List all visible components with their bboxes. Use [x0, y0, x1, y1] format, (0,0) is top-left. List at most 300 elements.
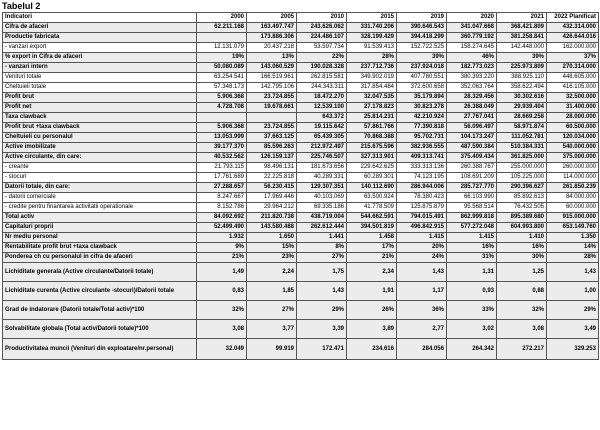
cell-value: 84.000.000 — [547, 193, 599, 203]
cell-value: 1.415 — [447, 233, 497, 243]
cell-value: 234.616 — [347, 339, 397, 360]
cell-value: 211.820.738 — [247, 213, 297, 223]
cell-value: 21% — [197, 253, 247, 263]
cell-value: 39% — [497, 53, 547, 63]
cell-value: 1,49 — [197, 263, 247, 282]
cell-value: 63.500.924 — [347, 193, 397, 203]
cell-value: 29.964.212 — [247, 203, 297, 213]
row-label: Grad de indatorare (Datorii totale/Total activ)*100 — [3, 301, 197, 320]
cell-value: 120.034.000 — [547, 133, 599, 143]
table-row — [3, 63, 599, 73]
cell-value: 4.728.708 — [197, 103, 247, 113]
cell-value: 0,83 — [197, 282, 247, 301]
cell-value: 114.000.000 — [547, 173, 599, 183]
cell-value: 32% — [197, 301, 247, 320]
cell-value: 260.000.000 — [547, 163, 599, 173]
cell-value: 3,08 — [497, 320, 547, 339]
table-row — [3, 193, 599, 203]
cell-value: 63.254.541 — [197, 73, 247, 83]
cell-value: 260.388.767 — [447, 163, 497, 173]
cell-value: 341.047.668 — [447, 23, 497, 33]
cell-value: 284.056 — [397, 339, 447, 360]
cell-value: 78.380.423 — [397, 193, 447, 203]
cell-value: 388.925.110 — [497, 73, 547, 83]
cell-value: 28% — [347, 53, 397, 63]
table-row — [3, 43, 599, 53]
cell-value: 39% — [397, 53, 447, 63]
cell-value: 3,02 — [447, 320, 497, 339]
column-header: 2015 — [347, 13, 397, 23]
table-row — [3, 103, 599, 113]
row-label: Solvabilitate globala (Total activ/Datorii totale)*100 — [3, 320, 197, 339]
table-row — [3, 223, 599, 233]
cell-value: 84.092.692 — [197, 213, 247, 223]
cell-value: 22.225.818 — [247, 173, 297, 183]
cell-value: 74.123.195 — [397, 173, 447, 183]
cell-value: 163.497.747 — [247, 23, 297, 33]
cell-value: 16% — [497, 243, 547, 253]
cell-value: 108.691.209 — [447, 173, 497, 183]
cell-value: 60.289.301 — [347, 173, 397, 183]
cell-value: 29.939.404 — [497, 103, 547, 113]
row-label: Cheltuieli totale — [3, 83, 197, 93]
cell-value — [247, 113, 297, 123]
cell-value: 317.854.484 — [347, 83, 397, 93]
cell-value: 21% — [347, 253, 397, 263]
cell-value: 181.673.656 — [297, 163, 347, 173]
table-body — [3, 23, 599, 360]
cell-value: 28.329.456 — [447, 93, 497, 103]
table-row — [3, 183, 599, 193]
cell-value: 60.000.000 — [547, 203, 599, 213]
cell-value: 32.049 — [197, 339, 247, 360]
row-label: Ponderea ch cu personalul in cifra de afaceri — [3, 253, 197, 263]
cell-value: 70.868.388 — [347, 133, 397, 143]
cell-value: 143.580.488 — [247, 223, 297, 233]
cell-value: 2,24 — [247, 263, 297, 282]
cell-value: 224.486.107 — [297, 33, 347, 43]
table-row — [3, 133, 599, 143]
cell-value: 40.532.562 — [197, 153, 247, 163]
cell-value: 915.000.000 — [547, 213, 599, 223]
cell-value: 57.348.173 — [197, 83, 247, 93]
cell-value: 381.258.841 — [497, 33, 547, 43]
cell-value: 52.499.490 — [197, 223, 247, 233]
cell-value: 5.906.368 — [197, 93, 247, 103]
cell-value: 448.605.000 — [547, 73, 599, 83]
cell-value: 23.724.855 — [247, 123, 297, 133]
cell-value: 237.712.736 — [347, 63, 397, 73]
row-label: - creante — [3, 163, 197, 173]
cell-value: 272.217 — [497, 339, 547, 360]
cell-value: 794.015.491 — [397, 213, 447, 223]
cell-value: 1,91 — [347, 282, 397, 301]
cell-value: 895.389.680 — [497, 213, 547, 223]
table-row — [3, 33, 599, 43]
cell-value: 32% — [497, 301, 547, 320]
cell-value: 349.902.019 — [347, 73, 397, 83]
cell-value: 104.173.247 — [447, 133, 497, 143]
column-header: Indicatori — [3, 13, 197, 23]
cell-value: 17.761.689 — [197, 173, 247, 183]
cell-value: 19% — [197, 53, 247, 63]
row-label: % export in Cifra de afaceri — [3, 53, 197, 63]
cell-value: 173.886.306 — [247, 33, 297, 43]
row-label: - datorii comerciale — [3, 193, 197, 203]
cell-value: 244.343.311 — [297, 83, 347, 93]
header-row — [3, 13, 599, 23]
table-row — [3, 282, 599, 301]
cell-value: 361.825.000 — [497, 153, 547, 163]
cell-value: 111.052.781 — [497, 133, 547, 143]
table-row — [3, 143, 599, 153]
cell-value: 53.597.734 — [297, 43, 347, 53]
table-row — [3, 83, 599, 93]
cell-value: 243.626.062 — [297, 23, 347, 33]
cell-value: 76.432.505 — [497, 203, 547, 213]
cell-value: 17% — [347, 243, 397, 253]
table-row — [3, 123, 599, 133]
cell-value: 8% — [297, 243, 347, 253]
cell-value: 262.815.581 — [297, 73, 347, 83]
cell-value: 20.437.218 — [247, 43, 297, 53]
row-label: Rentabilitate profit brut +taxa clawback — [3, 243, 197, 253]
cell-value: 3,49 — [547, 320, 599, 339]
row-label: Active imobilizate — [3, 143, 197, 153]
cell-value: 28.669.258 — [497, 113, 547, 123]
cell-value: 496.842.915 — [397, 223, 447, 233]
row-label: - credite pentru finantarea activitatii operationale — [3, 203, 197, 213]
cell-value: 35.179.894 — [397, 93, 447, 103]
cell-value: 237.924.018 — [397, 63, 447, 73]
cell-value: 25.814.231 — [347, 113, 397, 123]
cell-value: 540.000.000 — [547, 143, 599, 153]
cell-value: 212.972.497 — [297, 143, 347, 153]
column-header: 2000 — [197, 13, 247, 23]
cell-value: 20% — [397, 243, 447, 253]
cell-value: 172.471 — [297, 339, 347, 360]
cell-value: 41.778.509 — [347, 203, 397, 213]
cell-value: 255.000.000 — [497, 163, 547, 173]
table-row — [3, 93, 599, 103]
cell-value: 862.999.818 — [447, 213, 497, 223]
cell-value: 21.793.115 — [197, 163, 247, 173]
cell-value: 85.596.263 — [247, 143, 297, 153]
cell-value: 85.892.613 — [497, 193, 547, 203]
cell-value: 1,17 — [397, 282, 447, 301]
cell-value: 329.253 — [547, 339, 599, 360]
cell-value: 37.663.125 — [247, 133, 297, 143]
column-header: 2019 — [397, 13, 447, 23]
cell-value: 60.500.000 — [547, 123, 599, 133]
cell-value: 225.973.809 — [497, 63, 547, 73]
cell-value: 40.289.331 — [297, 173, 347, 183]
cell-value: 1.932 — [197, 233, 247, 243]
cell-value: 394.418.299 — [397, 33, 447, 43]
row-label: Venituri totale — [3, 73, 197, 83]
cell-value: 39.177.370 — [197, 143, 247, 153]
cell-value: 56.096.497 — [447, 123, 497, 133]
cell-value: 1,43 — [547, 263, 599, 282]
cell-value: 27.288.657 — [197, 183, 247, 193]
cell-value: 604.993.800 — [497, 223, 547, 233]
row-label: - vanzari export — [3, 43, 197, 53]
table-row — [3, 113, 599, 123]
cell-value: 1.410 — [497, 233, 547, 243]
cell-value: 22% — [297, 53, 347, 63]
cell-value: 26.388.049 — [447, 103, 497, 113]
cell-value: 29% — [547, 301, 599, 320]
cell-value: 66.103.990 — [447, 193, 497, 203]
cell-value: 91.539.413 — [347, 43, 397, 53]
cell-value: 577.272.048 — [447, 223, 497, 233]
cell-value: 13.053.999 — [197, 133, 247, 143]
cell-value: 394.501.819 — [347, 223, 397, 233]
cell-value: 95.568.514 — [447, 203, 497, 213]
cell-value: 190.028.328 — [297, 63, 347, 73]
cell-value: 426.644.016 — [547, 33, 599, 43]
cell-value: 3,89 — [347, 320, 397, 339]
table-row — [3, 320, 599, 339]
cell-value: 643.372 — [297, 113, 347, 123]
cell-value: 166.519.961 — [247, 73, 297, 83]
cell-value: 182.773.023 — [447, 63, 497, 73]
cell-value: 3,08 — [197, 320, 247, 339]
row-label: Profit brut — [3, 93, 197, 103]
row-label: - stocuri — [3, 173, 197, 183]
cell-value: 27.767.041 — [447, 113, 497, 123]
cell-value: 270.314.000 — [547, 63, 599, 73]
table-title: Tabelul 2 — [2, 1, 41, 11]
cell-value: 27.178.823 — [347, 103, 397, 113]
cell-value: 2,77 — [397, 320, 447, 339]
cell-value: 65.439.305 — [297, 133, 347, 143]
cell-value: 286.944.006 — [397, 183, 447, 193]
cell-value: 24% — [397, 253, 447, 263]
row-label: Profit net — [3, 103, 197, 113]
cell-value: 37% — [547, 53, 599, 63]
table-row — [3, 173, 599, 183]
cell-value: 98.496.131 — [247, 163, 297, 173]
cell-value: 1.458 — [347, 233, 397, 243]
row-label: Productivitatea muncii (Venituri din exploatare/nr.personal) — [3, 339, 197, 360]
cell-value: 99.919 — [247, 339, 297, 360]
cell-value: 328.199.429 — [347, 33, 397, 43]
cell-value: 19.678.661 — [247, 103, 297, 113]
cell-value: 3,39 — [297, 320, 347, 339]
cell-value: 13% — [247, 53, 297, 63]
cell-value: 2,34 — [347, 263, 397, 282]
row-label: Lichiditate curenta (Active circulante -stocuri)/Datorii totale — [3, 282, 197, 301]
cell-value: 69.335.186 — [297, 203, 347, 213]
table-row — [3, 263, 599, 282]
table-row — [3, 153, 599, 163]
cell-value: 1,85 — [247, 282, 297, 301]
column-header: 2021 — [497, 13, 547, 23]
indicators-table — [2, 12, 599, 360]
cell-value: 8.152.786 — [197, 203, 247, 213]
cell-value: 30% — [497, 253, 547, 263]
cell-value: 333.313.136 — [397, 163, 447, 173]
cell-value: 352.063.764 — [447, 83, 497, 93]
cell-value: 12.131.079 — [197, 43, 247, 53]
cell-value: 3,77 — [247, 320, 297, 339]
cell-value: 416.105.000 — [547, 83, 599, 93]
cell-value: 1.650 — [247, 233, 297, 243]
table-row — [3, 233, 599, 243]
cell-value: 162.000.000 — [547, 43, 599, 53]
cell-value: 33% — [447, 301, 497, 320]
row-label: Taxa clawback — [3, 113, 197, 123]
cell-value — [197, 113, 247, 123]
cell-value — [197, 33, 247, 43]
cell-value: 62.211.168 — [197, 23, 247, 33]
cell-value: 407.780.551 — [397, 73, 447, 83]
cell-value: 262.612.444 — [297, 223, 347, 233]
cell-value: 358.622.494 — [497, 83, 547, 93]
cell-value: 28.000.000 — [547, 113, 599, 123]
cell-value: 331.740.206 — [347, 23, 397, 33]
cell-value: 46% — [447, 53, 497, 63]
cell-value: 56.230.415 — [247, 183, 297, 193]
cell-value: 14% — [547, 243, 599, 253]
table-row — [3, 253, 599, 263]
cell-value: 544.662.591 — [347, 213, 397, 223]
cell-value: 29% — [297, 301, 347, 320]
cell-value: 1,00 — [547, 282, 599, 301]
row-label: Capitaluri proprii — [3, 223, 197, 233]
cell-value: 225.746.507 — [297, 153, 347, 163]
cell-value: 40.103.069 — [297, 193, 347, 203]
cell-value: 58.971.874 — [497, 123, 547, 133]
cell-value: 1,43 — [397, 263, 447, 282]
cell-value: 1.415 — [397, 233, 447, 243]
cell-value: 375.000.000 — [547, 153, 599, 163]
cell-value: 375.409.434 — [447, 153, 497, 163]
cell-value: 23.724.855 — [247, 93, 297, 103]
row-label: Productie fabricata — [3, 33, 197, 43]
cell-value: 129.307.351 — [297, 183, 347, 193]
cell-value: 31.400.000 — [547, 103, 599, 113]
cell-value: 17.969.446 — [247, 193, 297, 203]
cell-value: 0,88 — [497, 282, 547, 301]
cell-value: 8.247.667 — [197, 193, 247, 203]
cell-value: 27% — [247, 301, 297, 320]
cell-value: 327.313.901 — [347, 153, 397, 163]
column-header: 2022 Planificat — [547, 13, 599, 23]
cell-value: 510.384.331 — [497, 143, 547, 153]
cell-value: 0,93 — [447, 282, 497, 301]
row-label: Cheltuieli cu personalul — [3, 133, 197, 143]
cell-value: 18.472.270 — [297, 93, 347, 103]
cell-value: 653.149.760 — [547, 223, 599, 233]
table-row — [3, 163, 599, 173]
cell-value: 1.441 — [297, 233, 347, 243]
cell-value: 5.906.368 — [197, 123, 247, 133]
cell-value: 16% — [447, 243, 497, 253]
cell-value: 77.390.818 — [397, 123, 447, 133]
cell-value: 27% — [297, 253, 347, 263]
table-row — [3, 23, 599, 33]
row-label: Cifra de afaceri — [3, 23, 197, 33]
cell-value: 1,31 — [447, 263, 497, 282]
cell-value: 140.112.690 — [347, 183, 397, 193]
cell-value: 382.936.555 — [397, 143, 447, 153]
cell-value: 487.590.384 — [447, 143, 497, 153]
cell-value: 1.350 — [547, 233, 599, 243]
cell-value: 125.875.879 — [397, 203, 447, 213]
cell-value: 390.646.543 — [397, 23, 447, 33]
cell-value: 152.722.525 — [397, 43, 447, 53]
cell-value: 42.210.924 — [397, 113, 447, 123]
cell-value: 28% — [547, 253, 599, 263]
cell-value: 32.047.535 — [347, 93, 397, 103]
cell-value: 290.396.627 — [497, 183, 547, 193]
cell-value: 32.500.000 — [547, 93, 599, 103]
cell-value: 126.159.137 — [247, 153, 297, 163]
cell-value: 142.795.106 — [247, 83, 297, 93]
row-label: Nr mediu personal — [3, 233, 197, 243]
row-label: Lichiditate generala (Active circulante/Datorii totale) — [3, 263, 197, 282]
row-label: Total activ — [3, 213, 197, 223]
cell-value: 57.861.766 — [347, 123, 397, 133]
cell-value: 1,75 — [297, 263, 347, 282]
cell-value: 372.600.658 — [397, 83, 447, 93]
table-row — [3, 243, 599, 253]
table-row — [3, 73, 599, 83]
cell-value: 23% — [247, 253, 297, 263]
table-row — [3, 339, 599, 360]
cell-value: 285.727.770 — [447, 183, 497, 193]
row-label: Profit brut +taxa clawback — [3, 123, 197, 133]
table-row — [3, 213, 599, 223]
row-label: Datorii totale, din care: — [3, 183, 197, 193]
cell-value: 36% — [397, 301, 447, 320]
cell-value: 30.302.616 — [497, 93, 547, 103]
table-row — [3, 301, 599, 320]
cell-value: 215.675.596 — [347, 143, 397, 153]
cell-value: 380.393.220 — [447, 73, 497, 83]
cell-value: 12.539.100 — [297, 103, 347, 113]
cell-value: 30.823.278 — [397, 103, 447, 113]
cell-value: 1,43 — [297, 282, 347, 301]
cell-value: 409.313.741 — [397, 153, 447, 163]
cell-value: 261.850.239 — [547, 183, 599, 193]
cell-value: 1,25 — [497, 263, 547, 282]
cell-value: 368.421.809 — [497, 23, 547, 33]
cell-value: 26% — [347, 301, 397, 320]
cell-value: 15% — [247, 243, 297, 253]
table-row — [3, 203, 599, 213]
cell-value: 142.448.000 — [497, 43, 547, 53]
cell-value: 95.702.731 — [397, 133, 447, 143]
cell-value: 264.342 — [447, 339, 497, 360]
cell-value: 432.314.000 — [547, 23, 599, 33]
cell-value: 143.060.529 — [247, 63, 297, 73]
cell-value: 9% — [197, 243, 247, 253]
cell-value: 360.779.192 — [447, 33, 497, 43]
row-label: Active circulante, din care: — [3, 153, 197, 163]
cell-value: 50.080.089 — [197, 63, 247, 73]
cell-value: 158.274.645 — [447, 43, 497, 53]
cell-value: 105.225.000 — [497, 173, 547, 183]
cell-value: 229.642.625 — [347, 163, 397, 173]
column-header: 2005 — [247, 13, 297, 23]
cell-value: 19.115.642 — [297, 123, 347, 133]
cell-value: 438.719.004 — [297, 213, 347, 223]
column-header: 2020 — [447, 13, 497, 23]
row-label: - vanzari intern — [3, 63, 197, 73]
